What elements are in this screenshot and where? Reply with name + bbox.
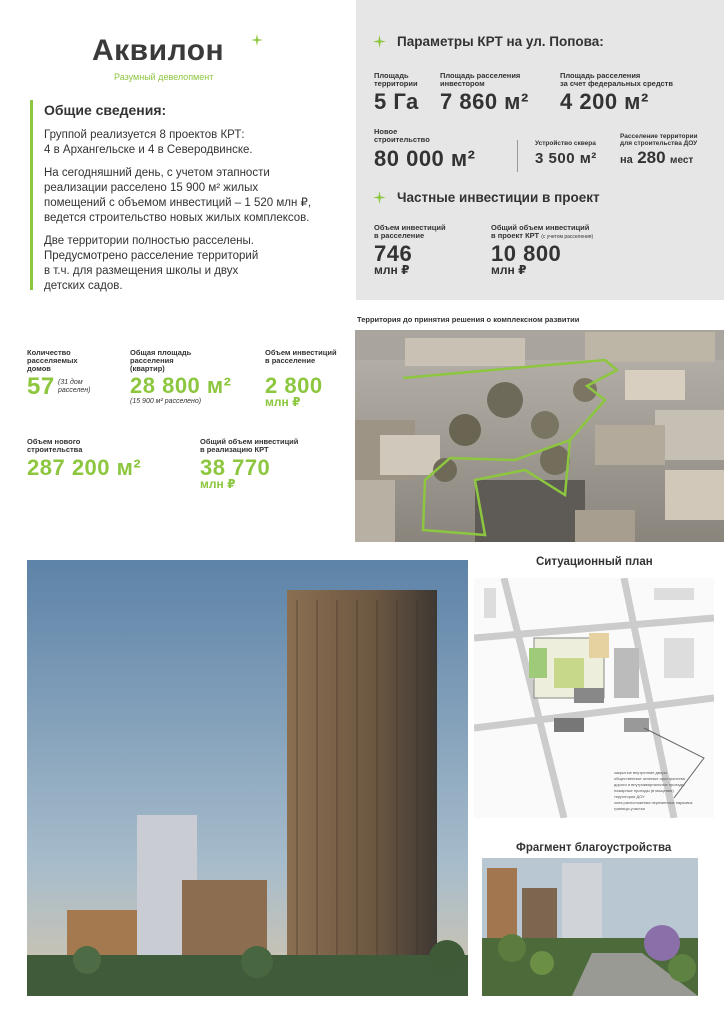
landscape-photo xyxy=(482,858,698,996)
resettle-invest-unit: млн ₽ xyxy=(374,263,410,277)
new-construction-value: 80 000 м² xyxy=(374,146,476,171)
investor-area-label: Площадь расселения инвестором xyxy=(440,71,521,88)
total-invest-label: Общий объем инвестиций в проект КРТ (с учетом расселения) xyxy=(491,223,594,240)
aerial-caption: Территория до принятия решения о комплексном развитии xyxy=(357,315,580,324)
total-invest-value: 10 800 xyxy=(491,241,562,266)
stats-invest-value: 2 800 xyxy=(265,373,323,398)
general-paragraph-3: Две территории полностью расселены. Предусмотрено расселение территорий в т.ч. для размещения школы и двух детских садов. xyxy=(44,235,259,292)
plan-legend: закрытые внутренние дворы общественные зеленые пространства дороги и внутриквартальные проезды пожарные проезды (в мощении) территории ДОУ зона расположения переменных парковок границы участка xyxy=(614,770,693,811)
resettle-invest-value: 746 xyxy=(374,241,413,266)
logo-tagline: Разумный девелопмент xyxy=(114,72,214,82)
fragment-title: Фрагмент благоустройства xyxy=(516,842,672,854)
stats-invest-unit: млн ₽ xyxy=(265,395,301,409)
newbuild-value: 287 200 м² xyxy=(27,455,142,480)
general-title: Общие сведения: xyxy=(44,102,167,118)
building-render xyxy=(27,560,468,996)
krt-invest-unit: млн ₽ xyxy=(200,477,236,491)
new-construction-label: Новое строительство xyxy=(374,127,430,144)
dou-label: Расселение территории для строительства ДОУ xyxy=(620,133,698,147)
square-label: Устройство сквера xyxy=(535,140,596,147)
sparkle-icon xyxy=(373,191,386,204)
sparkle-icon xyxy=(373,35,386,48)
general-paragraph-1: Группой реализуется 8 проектов КРТ: 4 в Архангельске и 4 в Северодвинске. xyxy=(44,129,253,156)
accent-bar xyxy=(30,100,33,290)
logo: Аквилон xyxy=(92,34,225,67)
stats-invest-label: Объем инвестиций в расселение xyxy=(265,348,337,365)
square-value: 3 500 м² xyxy=(535,150,597,167)
newbuild-label: Объем нового строительства xyxy=(27,437,83,454)
divider xyxy=(517,140,518,172)
resettle-area-note: (15 900 м² расселено) xyxy=(130,398,202,405)
area-label: Площадь территории xyxy=(374,71,418,88)
resettle-invest-label: Объем инвестиций в расселение xyxy=(374,223,446,240)
federal-area-label: Площадь расселения за счет федеральных средств xyxy=(560,71,673,88)
krt-invest-label: Общий объем инвестиций в реализацию КРТ xyxy=(200,437,299,454)
krt-invest-value: 38 770 xyxy=(200,455,271,480)
dou-value: 280 xyxy=(637,148,666,167)
dou-value-line: на 280 мест xyxy=(620,148,694,167)
investor-area-value: 7 860 м² xyxy=(440,89,529,114)
plan-title: Ситуационный план xyxy=(536,556,653,568)
houses-value: 57 xyxy=(27,373,55,400)
resettle-area-value: 28 800 м² xyxy=(130,373,232,398)
federal-area-value: 4 200 м² xyxy=(560,89,649,114)
aerial-photo xyxy=(355,330,724,542)
houses-label: Количество расселяемых домов xyxy=(27,348,78,373)
total-invest-unit: млн ₽ xyxy=(491,263,527,277)
params-title: Параметры КРТ на ул. Попова: xyxy=(397,34,604,49)
area-value: 5 Га xyxy=(374,89,419,114)
general-paragraph-2: На сегодняшний день, с учетом этапности реализации расселено 15 900 м² жилых помещений с объемом инвестиций – 1 520 млн ₽, ведется строительство новых жилых комплексов. xyxy=(44,167,312,224)
houses-note: (31 дом расселен) xyxy=(58,379,91,394)
private-investment-title: Частные инвестиции в проект xyxy=(397,190,600,205)
sparkle-icon xyxy=(251,34,263,46)
resettle-area-label: Общая площадь расселения (квартир) xyxy=(130,348,192,373)
